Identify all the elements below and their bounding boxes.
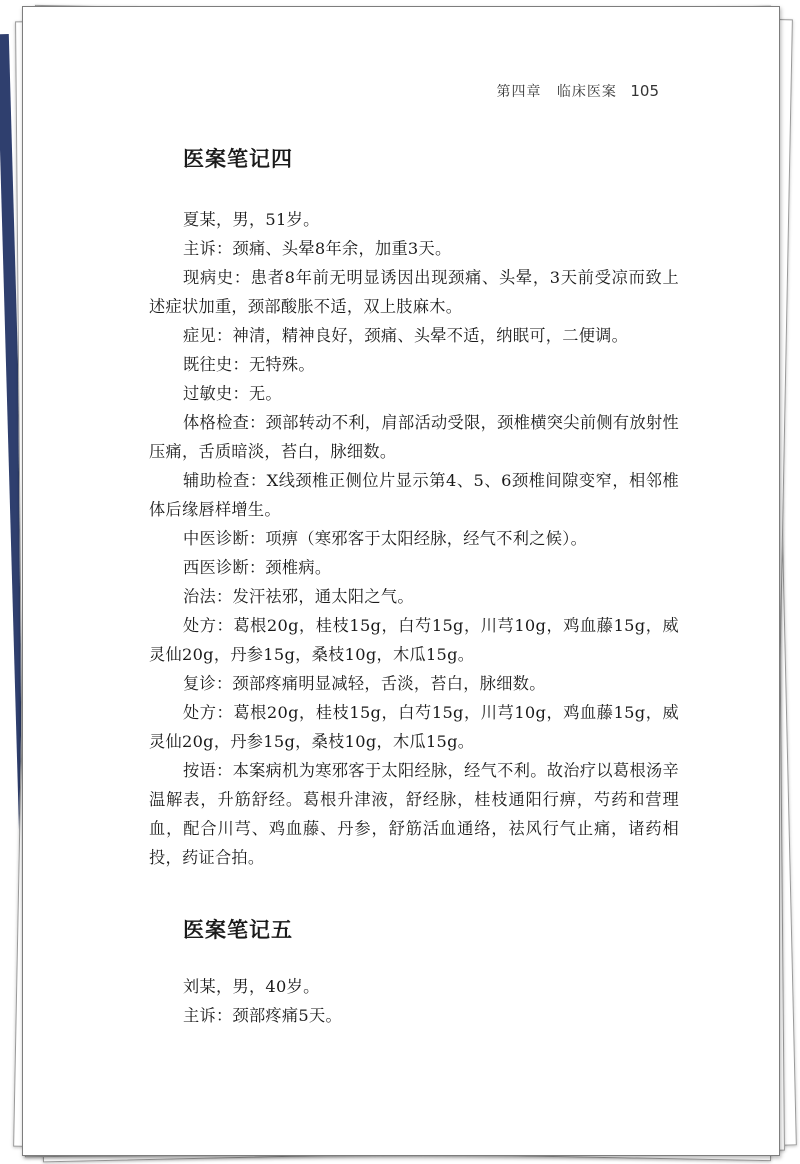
case4-western-diagnosis: 西医诊断：颈椎病。 bbox=[183, 558, 332, 577]
case4-prescription: 处方：葛根20g，桂枝15g，白芍15g，川芎10g，鸡血藤15g，威灵仙20g，丹参15g，桑枝10g，木瓜15g。 bbox=[149, 616, 679, 664]
case4-chief-complaint: 主诉：颈痛、头晕8年余，加重3天。 bbox=[183, 239, 452, 258]
page-number: 105 bbox=[630, 82, 659, 100]
page-content bbox=[149, 135, 679, 1030]
case5-title: 医案笔记五 bbox=[183, 917, 293, 942]
running-header bbox=[496, 81, 659, 101]
case4-treatment-method: 治法：发汗祛邪，通太阳之气。 bbox=[183, 587, 414, 606]
case4-commentary: 按语：本案病机为寒邪客于太阳经脉，经气不利。故治疗以葛根汤辛温解表，升筋舒经。葛根升津液，舒经脉，桂枝通阳行痹，芍药和营理血，配合川芎、鸡血藤、丹参，舒筋活血通络，祛风行气止痛，诸药相投，药证合拍。 bbox=[149, 761, 679, 867]
case5-body bbox=[149, 972, 679, 1030]
book-page bbox=[22, 6, 780, 1156]
case4-physical-exam: 体格检查：颈部转动不利，肩部活动受限，颈椎横突尖前侧有放射性压痛，舌质暗淡，苔白，脉细数。 bbox=[149, 413, 679, 461]
case4-tcm-diagnosis: 中医诊断：项痹（寒邪客于太阳经脉，经气不利之候）。 bbox=[183, 529, 588, 548]
case4-allergy-history: 过敏史：无。 bbox=[183, 384, 282, 403]
case4-follow-up: 复诊：颈部疼痛明显减轻，舌淡，苔白，脉细数。 bbox=[183, 674, 546, 693]
case4-patient-info: 夏某，男，51岁。 bbox=[183, 210, 320, 229]
case4-past-history: 既往史：无特殊。 bbox=[183, 355, 315, 374]
case4-body bbox=[149, 205, 679, 872]
case4-present-history: 现病史：患者8年前无明显诱因出现颈痛、头晕，3天前受凉而致上述症状加重，颈部酸胀不适，双上肢麻木。 bbox=[149, 268, 679, 316]
case5-patient-info: 刘某，男，40岁。 bbox=[183, 977, 320, 996]
case4-auxiliary-exam: 辅助检查：X线颈椎正侧位片显示第4、5、6颈椎间隙变窄，相邻椎体后缘唇样增生。 bbox=[149, 471, 679, 519]
case4-prescription-2: 处方：葛根20g，桂枝15g，白芍15g，川芎10g，鸡血藤15g，威灵仙20g，丹参15g，桑枝10g，木瓜15g。 bbox=[149, 703, 679, 751]
section-label: 临床医案 bbox=[556, 84, 617, 100]
case5-chief-complaint: 主诉：颈部疼痛5天。 bbox=[183, 1006, 342, 1025]
chapter-label: 第四章 bbox=[496, 84, 542, 100]
case4-title: 医案笔记四 bbox=[183, 146, 293, 171]
case4-symptoms: 症见：神清，精神良好，颈痛、头晕不适，纳眠可，二便调。 bbox=[183, 326, 629, 345]
